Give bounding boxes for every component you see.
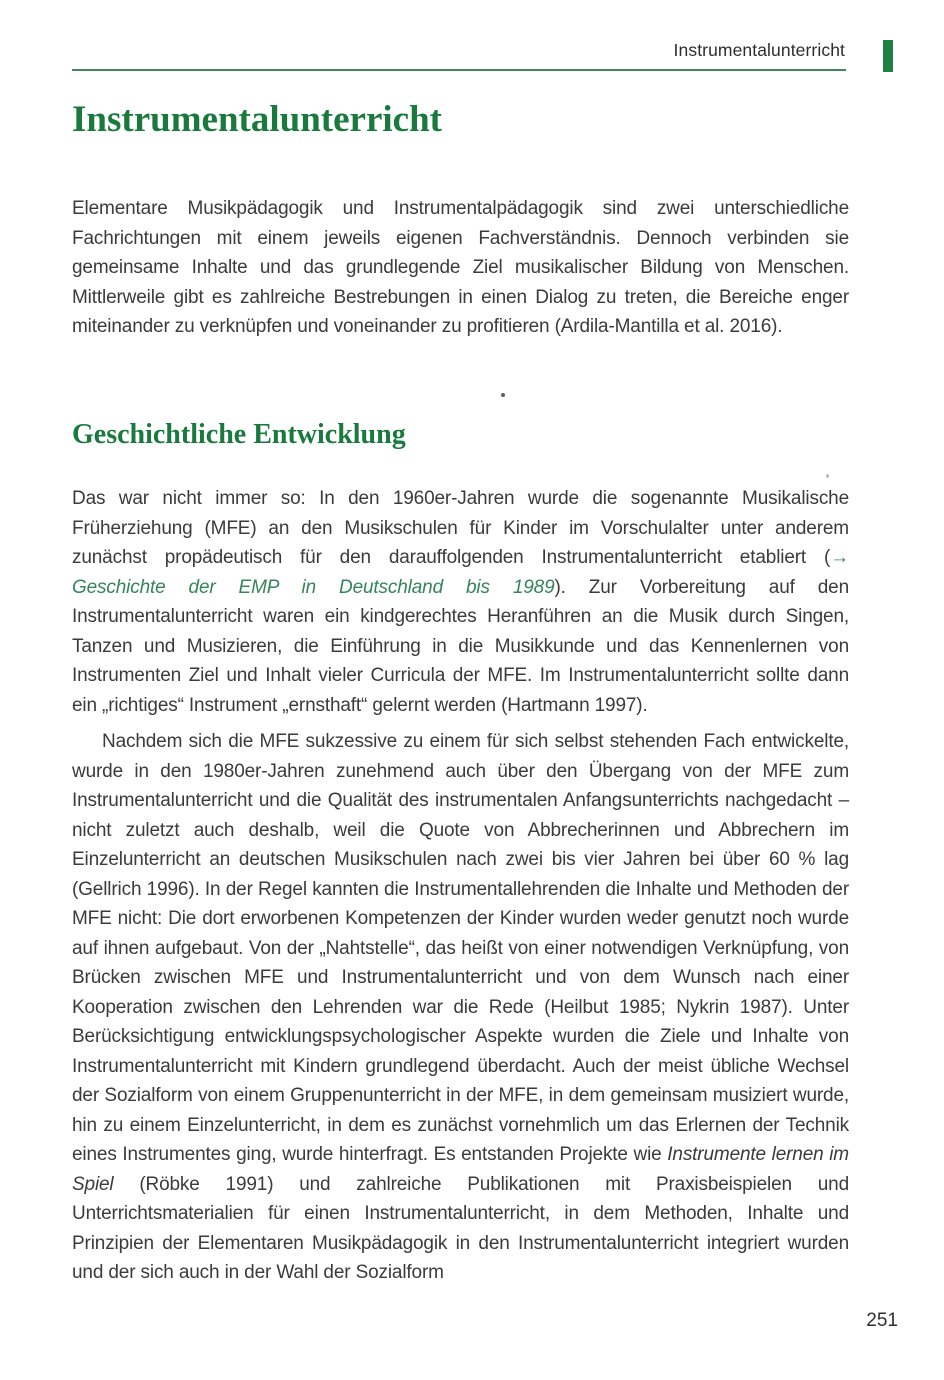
section-heading: Geschichtliche Entwicklung [72,419,406,450]
history-paragraph-2 [72,727,849,1288]
header-rule [72,69,846,71]
intro-paragraph: Elementare Musikpädagogik und Instrumentalpädagogik sind zwei unterschiedliche Fachrichtungen mit einem jeweils eigenen Fachverständnis. Dennoch verbinden sie gemeinsame Inhalte und das grundlegende Ziel musikalischer Bildung von Menschen. Mittlerweile gibt es zahlreiche Bestrebungen in einen Dialog zu treten, die Bereiche enger miteinander zu verknüpfen und voneinander zu profitieren (Ardila-Mantilla et al. 2016). [72,198,849,337]
para3-text-1: Nachdem sich die MFE sukzessive zu einem für sich selbst stehenden Fach entwickelte, wurde in den 1980er-Jahren zunehmend auch über den Übergang von der MFE zum Instrumentalunterricht und die Qualität des instrumentalen Anfangsunterrichts nachgedacht – nicht zuletzt auch deshalb, weil die Quote von Abbrecherinnen und Abbrechern im Einzelunterricht an deutschen Musikschulen nach zwei bis vier Jahren bei über 60 % lag (Gellrich 1996). In der Regel kannten die Instrumentallehrenden die Inhalte und Methoden der MFE nicht: Die dort erworbenen Kompetenzen der Kinder wurden weder genutzt noch wurde auf ihnen aufgebaut. Von der „Nahtstelle“, das heißt von einer notwendigen Verknüpfung, von Brücken zwischen MFE und Instrumentalunterricht und von dem Wunsch nach einer Kooperation zwischen den Lehrenden war die Rede (Heilbut 1985; Nykrin 1987). Unter Berücksichtigung entwicklungspsychologischer Aspekte wurden die Ziele und Inhalte von Instrumentalunterricht mit Kindern grundlegend überdacht. Auch der meist übliche Wechsel der Sozialform von einem Gruppenunterricht in der MFE, in dem gemeinsam musiziert wurde, hin zu einem Einzelunterricht, in dem es zunächst vornehmlich um das Erlernen der Technik eines Instrumentes ging, wurde hinterfragt. Es entstanden Projekte wie [72,731,849,1165]
page-number: 251 [866,1310,898,1331]
work-title-italic: Instrumente lernen im Spiel [72,1144,849,1195]
scan-speck-faint [826,474,829,478]
running-head: Instrumentalunterricht [673,40,845,60]
para2-text-2: ). Zur Vorbereitung auf den Instrumentalunterricht waren ein kindgerechtes Heranführen an die Musik durch Singen, Tanzen und Musizieren, die Einführung in die Musikkunde und das Kennenlernen von Instrumenten Ziel und Inhalt vieler Curricula der MFE. Im Instrumentalunterricht sollte dann ein „richtiges“ Instrument „ernsthaft“ gelernt werden (Hartmann 1997). [72,576,849,716]
chapter-marker-bar [883,40,893,72]
para3-text-2: (Röbke 1991) und zahlreiche Publikationen mit Praxisbeispielen und Unterrichtsmaterialien für einen Instrumentalunterricht, in dem Methoden, Inhalte und Prinzipien der Elementaren Musikpädagogik in den Instrumentalunterricht integriert wurden und der sich auch in der Wahl der Sozialform [72,1173,849,1283]
history-paragraph-1 [72,484,849,720]
cross-reference-link[interactable]: → Geschichte der EMP in Deutschland bis 1989 [72,547,849,598]
chapter-title: Instrumentalunterricht [72,99,442,140]
scan-speck [501,393,505,397]
para2-text-1: Das war nicht immer so: In den 1960er-Jahren wurde die sogenannte Musikalische Früherziehung (MFE) an den Musikschulen für Kinder im Vorschulalter unter anderem zunächst propädeutisch für den darauffolgenden Instrumentalunterricht etabliert ( [72,488,849,568]
